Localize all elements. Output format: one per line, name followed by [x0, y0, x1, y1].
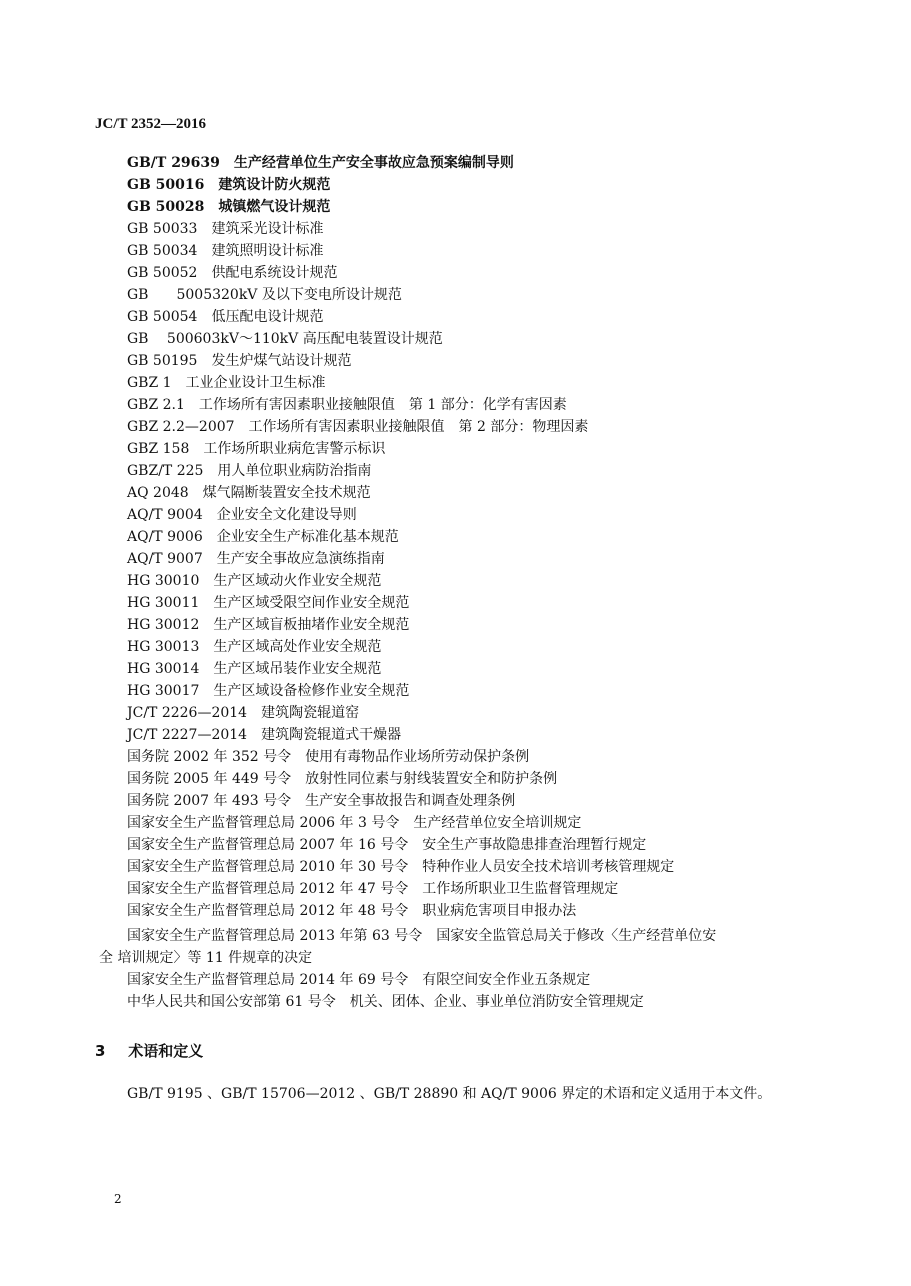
reference-item: AQ/T 9004 企业安全文化建设导则 [127, 507, 357, 523]
reference-item: HG 30014 生产区域吊装作业安全规范 [127, 661, 382, 677]
reference-item: GB 500603kV～110kV 高压配电装置设计规范 [127, 331, 443, 347]
reference-item: 国家安全生产监督管理总局 2012 年 47 号令 工作场所职业卫生监督管理规定 [127, 881, 619, 897]
section-title: 术语和定义 [128, 1042, 204, 1060]
reference-item: JC/T 2227—2014 建筑陶瓷辊道式干燥器 [127, 727, 402, 743]
reference-item: HG 30011 生产区域受限空间作业安全规范 [127, 595, 410, 611]
reference-item: AQ/T 9006 企业安全生产标准化基本规范 [127, 529, 399, 545]
reference-item: 国家安全生产监督管理总局 2012 年 48 号令 职业病危害项目申报办法 [127, 903, 577, 919]
section-number: 3 [95, 1042, 106, 1060]
reference-item: GB 50195 发生炉煤气站设计规范 [127, 353, 352, 369]
reference-item-wrapped [99, 925, 827, 969]
reference-item: GB 50016 建筑设计防火规范 [127, 177, 331, 193]
section-heading [95, 1040, 203, 1061]
reference-item: 国家安全生产监督管理总局 2014 年 69 号令 有限空间安全作业五条规定 [127, 972, 591, 988]
reference-item: HG 30017 生产区域设备检修作业安全规范 [127, 683, 410, 699]
reference-item: GB 50054 低压配电设计规范 [127, 309, 324, 325]
reference-item: GB 5005320kV 及以下变电所设计规范 [127, 287, 402, 303]
reference-item: JC/T 2226—2014 建筑陶瓷辊道窑 [127, 705, 360, 721]
page-number: 2 [114, 1192, 122, 1206]
reference-line: 国家安全生产监督管理总局 2013 年第 63 号令 国家安全监管总局关于修改〈生产经营单位安 [127, 928, 717, 944]
reference-item: AQ/T 9007 生产安全事故应急演练指南 [127, 551, 385, 567]
reference-item: GBZ 1 工业企业设计卫生标准 [127, 375, 326, 391]
reference-item: HG 30010 生产区域动火作业安全规范 [127, 573, 382, 589]
reference-item: HG 30012 生产区域盲板抽堵作业安全规范 [127, 617, 410, 633]
reference-line: 全 培训规定〉等 11 件规章的决定 [99, 950, 313, 966]
reference-item: GB/T 29639 生产经营单位生产安全事故应急预案编制导则 [127, 155, 514, 171]
section-paragraph: GB/T 9195 、GB/T 15706—2012 、GB/T 28890 和 AQ/T 9006 界定的术语和定义适用于本文件。 [127, 1086, 772, 1102]
reference-item: 国务院 2002 年 352 号令 使用有毒物品作业场所劳动保护条例 [127, 749, 530, 765]
reference-item: AQ 2048 煤气隔断装置安全技术规范 [127, 485, 371, 501]
reference-item: 国务院 2005 年 449 号令 放射性同位素与射线装置安全和防护条例 [127, 771, 558, 787]
reference-item: 国家安全生产监督管理总局 2006 年 3 号令 生产经营单位安全培训规定 [127, 815, 582, 831]
reference-item: GB 50052 供配电系统设计规范 [127, 265, 338, 281]
reference-item: HG 30013 生产区域高处作业安全规范 [127, 639, 382, 655]
reference-item: GBZ 2.1 工作场所有害因素职业接触限值 第 1 部分：化学有害因素 [127, 397, 567, 413]
reference-item: 中华人民共和国公安部第 61 号令 机关、团体、企业、事业单位消防安全管理规定 [127, 994, 644, 1010]
reference-item: GBZ/T 225 用人单位职业病防治指南 [127, 463, 372, 479]
reference-item: GB 50028 城镇燃气设计规范 [127, 199, 331, 215]
reference-item: GBZ 2.2—2007 工作场所有害因素职业接触限值 第 2 部分：物理因素 [127, 419, 589, 435]
reference-item: 国家安全生产监督管理总局 2007 年 16 号令 安全生产事故隐患排查治理暂行规定 [127, 837, 647, 853]
reference-item: 国家安全生产监督管理总局 2010 年 30 号令 特种作业人员安全技术培训考核管理规定 [127, 859, 675, 875]
reference-item: GB 50034 建筑照明设计标准 [127, 243, 324, 259]
reference-item: 国务院 2007 年 493 号令 生产安全事故报告和调查处理条例 [127, 793, 516, 809]
reference-item: GBZ 158 工作场所职业病危害警示标识 [127, 441, 386, 457]
standard-code-header: JC/T 2352—2016 [95, 116, 206, 132]
reference-item: GB 50033 建筑采光设计标准 [127, 221, 324, 237]
normative-references-list [99, 152, 827, 1013]
